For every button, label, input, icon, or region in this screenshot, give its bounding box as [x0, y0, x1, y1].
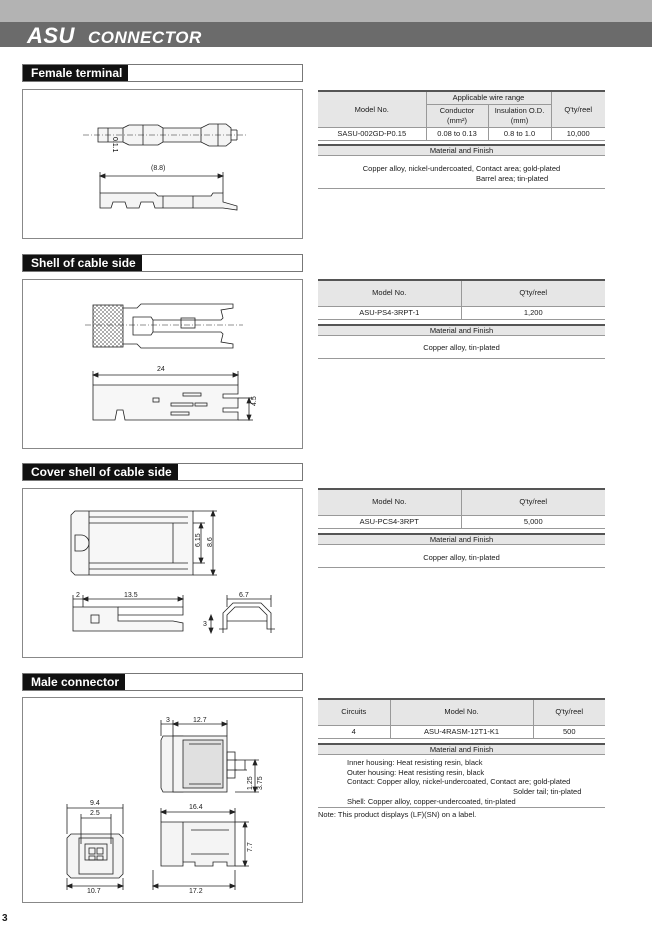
dim-label: 4.5: [251, 396, 258, 406]
section-heading-shell: [22, 254, 303, 272]
col-conductor-header: Conductor (mm²): [426, 105, 488, 128]
section-heading-label: Female terminal: [23, 65, 128, 81]
material-heading: Material and Finish: [318, 144, 605, 156]
cell-qty: 500: [533, 725, 605, 738]
col-insulation-header: Insulation O.D. (mm): [488, 105, 551, 128]
material-heading: Material and Finish: [318, 533, 605, 545]
material-heading: Material and Finish: [318, 743, 605, 755]
drawing-cover-shell: [22, 488, 303, 658]
col-model-header: Model No.: [318, 91, 426, 128]
dim-label: 3: [203, 621, 207, 628]
dim-label: 16.4: [189, 804, 203, 811]
col-model-header: Model No.: [390, 699, 533, 725]
dim-label: 3: [166, 717, 170, 724]
material-line: Contact: Copper alloy, nickel-undercoated, Contact are; gold-plated: [347, 777, 571, 786]
cell-qty: 1,200: [461, 306, 605, 319]
dim-label: 3.75: [257, 776, 264, 790]
material-line: Barrel area; tin-plated: [476, 174, 549, 183]
col-model-header: Model No.: [318, 280, 461, 306]
drawing-shell: [22, 279, 303, 449]
page-number: 3: [2, 913, 8, 924]
section-heading-female: [22, 64, 303, 82]
dim-label: 2: [76, 592, 80, 599]
col-qty-header: Q'ty/reel: [461, 489, 605, 515]
divider: [318, 358, 605, 359]
divider: [318, 567, 605, 568]
dim-label: 2.5: [90, 810, 100, 817]
cell-model: ASU-PCS4-3RPT: [318, 515, 461, 528]
cell-qty: 10,000: [551, 128, 605, 141]
cell-model: SASU-002GD-P0.15: [318, 128, 426, 141]
spec-table-female: [318, 90, 605, 141]
dim-label: 13.5: [124, 592, 138, 599]
col-qty-header: Q'ty/reel: [533, 699, 605, 725]
divider: [318, 188, 605, 189]
title-bold: ASU: [27, 23, 75, 48]
material-line: Copper alloy, tin-plated: [423, 343, 500, 352]
material-line: Solder tail; tin-plated: [513, 787, 582, 796]
drawing-male-connector: [22, 697, 303, 903]
cell-qty: 5,000: [461, 515, 605, 528]
dim-label: 8.6: [207, 537, 214, 547]
cell-conductor: 0.08 to 0.13: [426, 128, 488, 141]
spec-table-cover: [318, 488, 605, 529]
cell-model: ASU-4RASM-12T1-K1: [390, 725, 533, 738]
spec-table-shell: [318, 279, 605, 320]
section-heading-label: Shell of cable side: [23, 255, 142, 271]
product-note: Note: This product displays (LF)(SN) on a label.: [318, 810, 477, 819]
dim-label: 10.7: [87, 888, 101, 895]
col-qty-header: Q'ty/reel: [461, 280, 605, 306]
material-line: Copper alloy, tin-plated: [423, 553, 500, 562]
dim-label: 6.7: [239, 592, 249, 599]
title-rest: CONNECTOR: [88, 28, 202, 47]
svg-text:0.1.1: 0.1.1: [111, 137, 118, 153]
section-heading-male: [22, 673, 303, 691]
dim-label: 17.2: [189, 888, 203, 895]
material-heading: Material and Finish: [318, 324, 605, 336]
dim-label: (8.8): [151, 165, 166, 172]
col-model-header: Model No.: [318, 489, 461, 515]
cell-model: ASU-PS4-3RPT-1: [318, 306, 461, 319]
dim-label: 1.25: [247, 776, 254, 790]
section-heading-label: Cover shell of cable side: [23, 464, 178, 480]
title-bar: [0, 22, 652, 47]
dim-label: 24: [157, 366, 165, 373]
dim-label: 6.15: [195, 533, 202, 547]
cover-shell-drawing: [23, 489, 304, 659]
col-range-header: Applicable wire range: [426, 91, 551, 105]
cell-circuits: 4: [318, 725, 390, 738]
divider: [318, 807, 605, 808]
dim-label: 9.4: [90, 800, 100, 807]
material-line: Outer housing: Heat resisting resin, black: [347, 768, 485, 777]
col-qty-header: Q'ty/reel: [551, 91, 605, 128]
shell-drawing: [23, 280, 304, 450]
material-line: Inner housing: Heat resisting resin, black: [347, 758, 483, 767]
top-gray-band: [0, 0, 652, 22]
col-circuits-header: Circuits: [318, 699, 390, 725]
section-heading-label: Male connector: [23, 674, 125, 690]
dim-label: 7.7: [247, 842, 254, 852]
section-heading-cover: [22, 463, 303, 481]
material-line: Copper alloy, nickel-undercoated, Contact area; gold-plated: [362, 164, 561, 173]
male-connector-drawing: [23, 698, 304, 904]
material-line: Shell: Copper alloy, copper-undercoated, tin-plated: [347, 797, 516, 806]
drawing-female-terminal: [22, 89, 303, 239]
dim-label: 12.7: [193, 717, 207, 724]
spec-table-male: [318, 698, 605, 739]
cell-insulation: 0.8 to 1.0: [488, 128, 551, 141]
